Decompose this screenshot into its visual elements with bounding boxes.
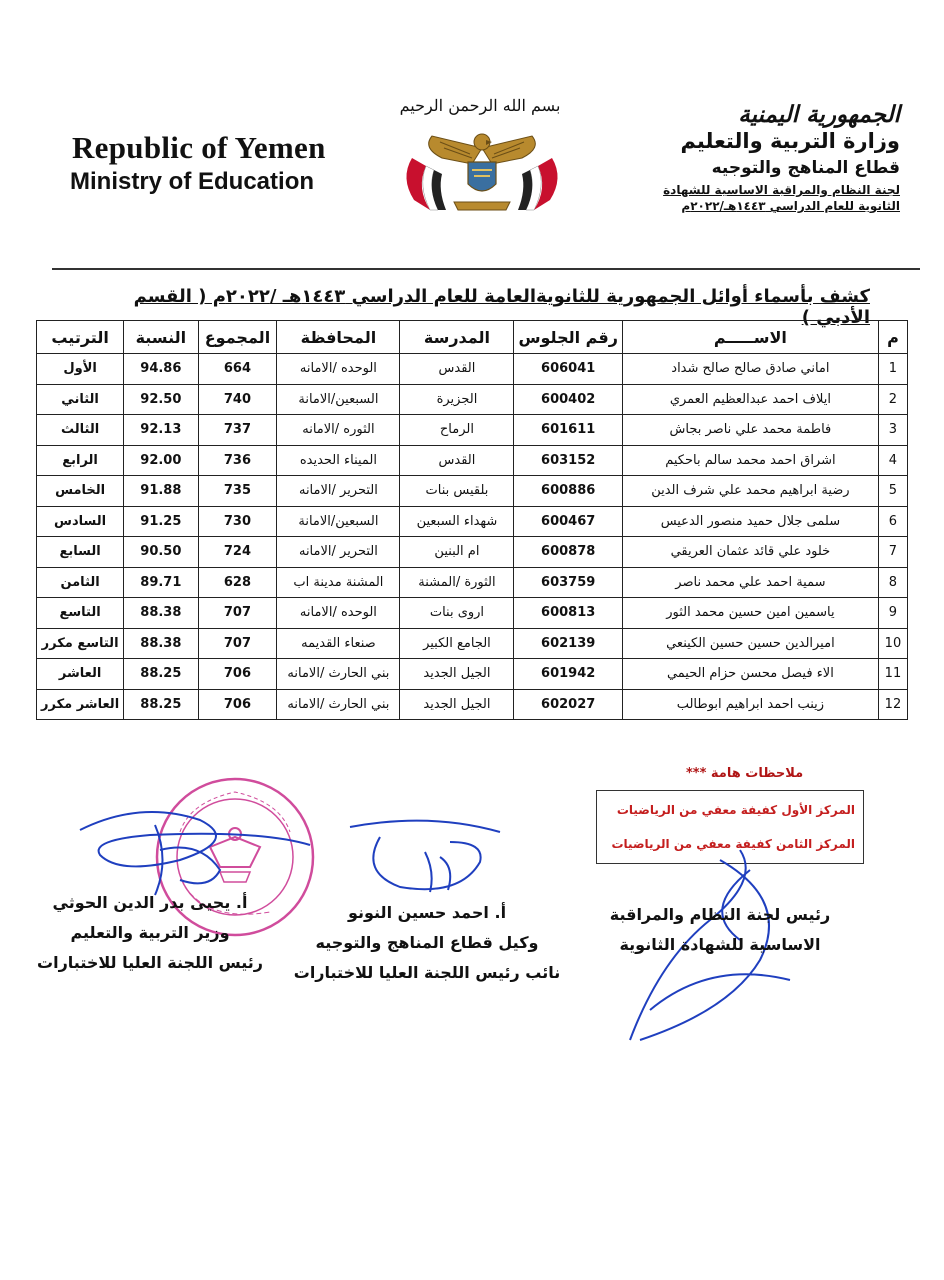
school: اروى بنات [400,598,514,629]
student-name: الاء فيصل محسن حزام الحيمي [622,659,878,690]
percentage: 88.38 [124,628,198,659]
total-score: 737 [198,415,277,446]
percentage: 88.25 [124,659,198,690]
total-score: 664 [198,354,277,385]
seat-number: 601942 [514,659,622,690]
governorate: صنعاء القديمه [277,628,400,659]
seat-number: 600402 [514,384,622,415]
minister-name: أ. يحيى بدر الدين الحوثي [52,893,248,912]
governorate: السبعين/الامانة [277,384,400,415]
col-header-index: م [878,321,907,354]
minister-signature-block [30,888,270,978]
republic-title-ar: الجمهورية اليمنية [738,101,900,128]
school: الجامع الكبير [400,628,514,659]
table-row [37,537,908,568]
student-name: خلود علي قائد عثمان العريقي [622,537,878,568]
school: بلقيس بنات [400,476,514,507]
col-header-name: الاســـــم [622,321,878,354]
committee-head-title-line2: الاساسية للشهادة الثانوية [619,935,821,954]
seat-number: 601611 [514,415,622,446]
table-row [37,384,908,415]
rank: الرابع [37,445,124,476]
seat-number: 600467 [514,506,622,537]
percentage: 94.86 [124,354,198,385]
table-row [37,598,908,629]
seat-number: 603759 [514,567,622,598]
school: شهداء السبعين [400,506,514,537]
total-score: 706 [198,659,277,690]
rank: الأول [37,354,124,385]
year-line-ar: الثانوية للعام الدراسي ١٤٤٣هـ/٢٠٢٢م [681,199,900,213]
student-name: سلمى جلال حميد منصور الدعيس [622,506,878,537]
col-header-total: المجموع [198,321,277,354]
row-index: 11 [878,659,907,690]
deputy-role: نائب رئيس اللجنة العليا للاختبارات [293,963,561,982]
row-index: 10 [878,628,907,659]
total-score: 724 [198,537,277,568]
row-index: 8 [878,567,907,598]
percentage: 91.88 [124,476,198,507]
committee-line-ar: لجنة النظام والمراقبة الاساسية للشهادة [663,183,900,197]
col-header-percent: النسبة [124,321,198,354]
seat-number: 600886 [514,476,622,507]
school: الثورة /المشنة [400,567,514,598]
governorate: الثوره /الامانه [277,415,400,446]
student-name: اميرالدين حسين حسين الكينعي [622,628,878,659]
school: القدس [400,354,514,385]
deputy-name: أ. احمد حسين النونو [347,903,507,922]
note-item: المركز الأول كفيفة معفي من الرياضيات [616,803,855,817]
rank: التاسع مكرر [37,628,124,659]
percentage: 89.71 [124,567,198,598]
notes-title: ملاحظات هامة *** [686,766,804,781]
seat-number: 600813 [514,598,622,629]
table-row [37,659,908,690]
table-row [37,628,908,659]
table-row [37,476,908,507]
percentage: 92.00 [124,445,198,476]
governorate: الوحده /الامانه [277,354,400,385]
republic-title-en: Republic of Yemen [72,130,326,165]
rank: الثاني [37,384,124,415]
governorate: السبعين/الامانة [277,506,400,537]
row-index: 9 [878,598,907,629]
deputy-signature-icon [340,812,520,902]
total-score: 730 [198,506,277,537]
table-header-row [37,321,908,354]
seat-number: 603152 [514,445,622,476]
student-name: فاطمة محمد علي ناصر بجاش [622,415,878,446]
row-index: 2 [878,384,907,415]
yemen-eagle-emblem-icon [392,118,572,218]
rank: العاشر [37,659,124,690]
ministry-title-en: Ministry of Education [70,168,315,195]
student-name: ايلاف احمد عبدالعظيم العمري [622,384,878,415]
rank: الخامس [37,476,124,507]
row-index: 12 [878,689,907,720]
student-name: سمية احمد علي محمد ناصر [622,567,878,598]
governorate: التحرير /الامانه [277,476,400,507]
percentage: 91.25 [124,506,198,537]
header-arabic-block [663,102,900,214]
percentage: 88.38 [124,598,198,629]
total-score: 740 [198,384,277,415]
results-table [36,320,908,720]
committee-head-signature-block [600,900,840,960]
seat-number: 602027 [514,689,622,720]
table-row [37,415,908,446]
school: الرماح [400,415,514,446]
school: القدس [400,445,514,476]
note-item: المركز الثامن كفيفة معفي من الرياضيات [611,837,855,851]
rank: العاشر مكرر [37,689,124,720]
rank: الثالث [37,415,124,446]
school: الجيل الجديد [400,689,514,720]
row-index: 4 [878,445,907,476]
deputy-title: وكيل قطاع المناهج والتوجيه [315,933,539,952]
table-row [37,689,908,720]
ministry-title-ar: وزارة التربية والتعليم [680,129,900,153]
percentage: 92.50 [124,384,198,415]
rank: التاسع [37,598,124,629]
table-row [37,506,908,537]
table-row [37,445,908,476]
table-body [37,354,908,720]
report-title: كشف بأسماء أوائل الجمهورية للثانويةالعامة للعام الدراسي ١٤٤٣هـ /٢٠٢٢م ( القسم الأدبي ) [133,286,870,328]
student-name: اماني صادق صالح صالح شداد [622,354,878,385]
seat-number: 602139 [514,628,622,659]
row-index: 6 [878,506,907,537]
minister-title: وزير التربية والتعليم [70,923,230,942]
row-index: 7 [878,537,907,568]
header-divider [52,268,920,270]
total-score: 628 [198,567,277,598]
total-score: 707 [198,628,277,659]
percentage: 88.25 [124,689,198,720]
minister-role: رئيس اللجنة العليا للاختبارات [37,953,263,972]
committee-head-title-line1: رئيس لجنة النظام والمراقبة [609,905,831,924]
basmala: بسم الله الرحمن الرحيم [399,96,561,115]
row-index: 1 [878,354,907,385]
governorate: التحرير /الامانه [277,537,400,568]
total-score: 735 [198,476,277,507]
deputy-signature-block [292,898,562,988]
total-score: 707 [198,598,277,629]
col-header-school: المدرسة [400,321,514,354]
school: الجيل الجديد [400,659,514,690]
governorate: المشنة مدينة اب [277,567,400,598]
col-header-seat: رقم الجلوس [514,321,622,354]
rank: الثامن [37,567,124,598]
total-score: 706 [198,689,277,720]
table-row [37,354,908,385]
percentage: 92.13 [124,415,198,446]
seat-number: 600878 [514,537,622,568]
governorate: بني الحارث /الامانه [277,689,400,720]
student-name: ياسمين امين حسين محمد الثور [622,598,878,629]
student-name: رضية ابراهيم محمد علي شرف الدين [622,476,878,507]
percentage: 90.50 [124,537,198,568]
school: ام البنين [400,537,514,568]
total-score: 736 [198,445,277,476]
col-header-governorate: المحافظة [277,321,400,354]
row-index: 3 [878,415,907,446]
seat-number: 606041 [514,354,622,385]
student-name: زينب احمد ابراهيم ابوطالب [622,689,878,720]
rank: السابع [37,537,124,568]
rank: السادس [37,506,124,537]
col-header-rank: الترتيب [37,321,124,354]
governorate: الوحده /الامانه [277,598,400,629]
row-index: 5 [878,476,907,507]
sector-title-ar: قطاع المناهج والتوجيه [711,158,900,178]
table-row [37,567,908,598]
governorate: الميناء الحديده [277,445,400,476]
school: الجزيرة [400,384,514,415]
governorate: بني الحارث /الامانه [277,659,400,690]
student-name: اشراق احمد محمد سالم باحكيم [622,445,878,476]
